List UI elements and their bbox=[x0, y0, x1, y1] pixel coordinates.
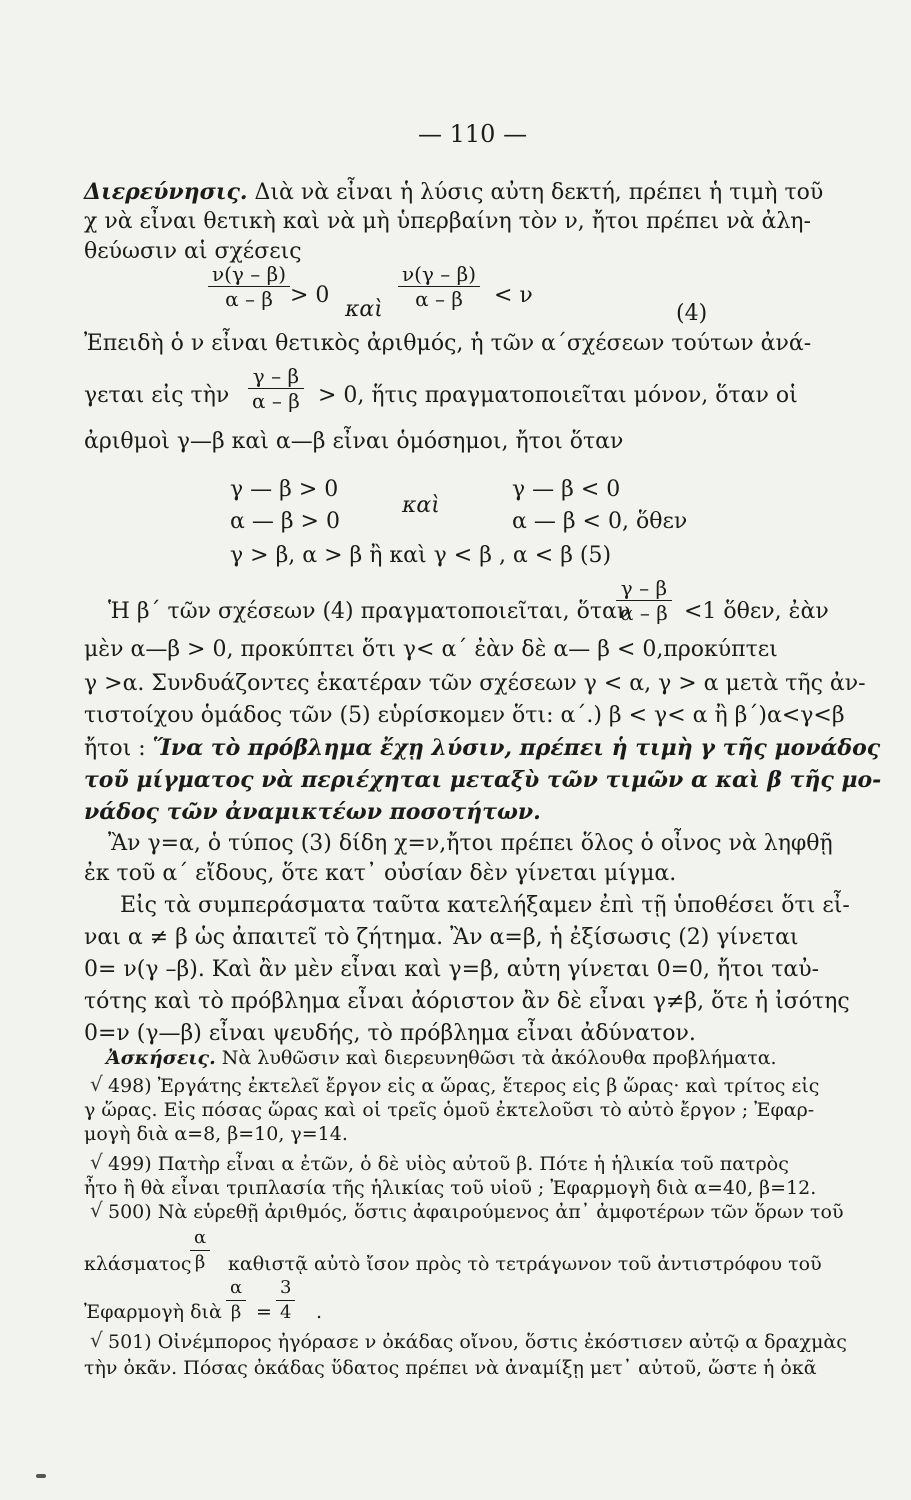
denominator: β bbox=[230, 1302, 242, 1323]
text-span: Ἐφαρμογὴ διὰ bbox=[84, 1301, 222, 1323]
text-span: > 0, ἥτις πραγματοποιεῖται μόνον, ὅταν οἱ bbox=[318, 383, 798, 408]
text-span: <1 ὅθεν, ἐὰν bbox=[684, 599, 829, 624]
problem-499-line-1: 499) Πατὴρ εἶναι α ἐτῶν, ὁ δὲ υἱὸς αὐτοῦ β. Πότε ἡ ἡλικία τοῦ πατρὸς bbox=[108, 1153, 789, 1175]
text-line-16: τοῦ μίγματος νὰ περιέχηται μεταξὺ τῶν τιμῶν α καὶ β τῆς μο- bbox=[84, 767, 882, 793]
problem-498-line-3: μογὴ διὰ α=8, β=10, γ=14. bbox=[84, 1123, 348, 1145]
math-text: α — β < 0, ὅθεν bbox=[512, 509, 688, 534]
print-speck bbox=[36, 1474, 46, 1478]
check-mark-icon: √ bbox=[90, 1150, 103, 1174]
section-heading: Διερεύνησις. bbox=[84, 179, 248, 205]
fraction bbox=[208, 262, 290, 311]
text-line-19: ἐκ τοῦ α΄ εἴδους, ὅτε κατ᾽ οὐσίαν δὲν γίνεται μίγμα. bbox=[84, 861, 677, 886]
text-line-7: ἀριθμοὶ γ—β καὶ α—β εἶναι ὁμόσημοι, ἤτοι ὅταν bbox=[84, 429, 624, 454]
text-line-22: 0= ν(γ –β). Καὶ ἂν μὲν εἶναι καὶ γ=β, αὐτη γίνεται 0=0, ἤτοι ταὐ- bbox=[84, 957, 820, 982]
text-span: ἤτοι : bbox=[84, 736, 146, 761]
text-span: καθιστᾷ αὐτὸ ἴσον πρὸς τὸ τετράγωνον τοῦ ἀντιστρόφου τοῦ bbox=[228, 1253, 822, 1275]
text-line-13: γ >α. Συνδυάζοντες ἑκατέραν τῶν σχέσεων γ < α, γ > α μετὰ τῆς ἀν- bbox=[84, 671, 866, 696]
numerator: α bbox=[226, 1276, 246, 1301]
text-line-5: Ἐπειδὴ ὁ ν εἶναι θετικὸς ἀριθμός, ἡ τῶν α΄σχέσεων τούτων ἀνά- bbox=[84, 331, 812, 356]
math-text: α — β > 0 bbox=[230, 509, 340, 534]
numerator: γ – β bbox=[248, 364, 304, 389]
text-line-2: χ νὰ εἶναι θετικὴ καὶ νὰ μὴ ὑπερβαίνη τὸν ν, ἤτοι πρέπει νὰ ἀλη- bbox=[84, 209, 811, 234]
numerator: ν(γ – β) bbox=[398, 262, 480, 287]
fraction bbox=[398, 262, 480, 311]
equation-label: (4) bbox=[676, 301, 708, 326]
denominator: α – β bbox=[415, 287, 463, 311]
denominator: β bbox=[194, 1252, 206, 1273]
math-text: καὶ bbox=[402, 493, 440, 518]
problem-499-line-2: ἦτο ἢ θὰ εἶναι τριπλασία τῆς ἡλικίας τοῦ υἱοῦ ; Ἐφαρμογὴ διὰ α=40, β=12. bbox=[84, 1177, 817, 1199]
denominator: α – β bbox=[620, 601, 668, 625]
text-line-15 bbox=[84, 734, 881, 763]
fraction bbox=[616, 576, 672, 625]
text-line-18: Ἂν γ=α, ὁ τύπος (3) δίδη χ=ν,ἤτοι πρέπει ὅλος ὁ οἶνος νὰ ληφθῇ bbox=[108, 831, 833, 856]
exercises-heading: Ἀσκήσεις. bbox=[106, 1047, 216, 1069]
text-line-14: τιστοίχου ὁμάδος τῶν (5) εὑρίσκομεν ὅτι: α΄.) β < γ< α ἢ β΄)α<γ<β bbox=[84, 703, 845, 728]
problem-498-line-1: 498) Ἐργάτης ἐκτελεῖ ἔργον εἰς α ὥρας, ἕτερος εἰς β ὥρας· καὶ τρίτος εἰς bbox=[108, 1075, 820, 1097]
math-text: = bbox=[256, 1301, 272, 1323]
denominator: α – β bbox=[252, 389, 300, 413]
text-line-17: νάδος τῶν ἀναμικτέων ποσοτήτων. bbox=[84, 799, 541, 825]
check-mark-icon: √ bbox=[90, 1328, 103, 1352]
text-span: Διὰ νὰ εἶναι ἡ λύσις αὐτη δεκτή, πρέπει ἡ τιμὴ τοῦ bbox=[254, 180, 824, 205]
math-text: γ > β, α > β ἢ καὶ γ < β , α < β (5) bbox=[230, 543, 612, 568]
math-text: καὶ bbox=[345, 297, 383, 322]
math-text: > 0 bbox=[290, 283, 330, 308]
text-span: Νὰ λυθῶσιν καὶ διερευνηθῶσι τὰ ἀκόλουθα προβλήματα. bbox=[221, 1047, 777, 1069]
numerator: γ – β bbox=[616, 576, 672, 601]
math-text: < ν bbox=[494, 283, 533, 308]
check-mark-icon: √ bbox=[90, 1198, 103, 1222]
text-line-3: θεύωσιν αἱ σχέσεις bbox=[84, 239, 302, 264]
text-span: γεται εἰς τὴν bbox=[84, 383, 230, 408]
text-line-21: ναι α ≠ β ὡς ἀπαιτεῖ τὸ ζήτημα. Ἂν α=β, ἡ ἐξίσωσις (2) γίνεται bbox=[84, 925, 799, 950]
text-span: Ἡ β΄ τῶν σχέσεων (4) πραγματοποιεῖται, ὅταν bbox=[108, 599, 631, 624]
text-line-24: 0=ν (γ—β) εἶναι ψευδής, τὸ πρόβλημα εἶναι ἀδύνατον. bbox=[84, 1021, 696, 1046]
numerator: α bbox=[190, 1226, 210, 1251]
fraction bbox=[276, 1276, 295, 1325]
problem-500-line-1: 500) Νὰ εὑρεθῇ ἀριθμός, ὅστις ἀφαιρούμενος ἀπ᾽ ἀμφοτέρων τῶν ὅρων τοῦ bbox=[108, 1201, 844, 1223]
text-line-1 bbox=[84, 178, 854, 207]
math-text: . bbox=[316, 1301, 323, 1323]
denominator: 4 bbox=[280, 1302, 292, 1323]
text-line-12: μὲν α—β > 0, προκύπτει ὅτι γ< α΄ ἐὰν δὲ α— β < 0,προκύπτει bbox=[84, 637, 778, 662]
fraction bbox=[226, 1276, 246, 1325]
text-line-23: τότης καὶ τὸ πρόβλημα εἶναι ἀόριστον ἂν δὲ εἶναι γ≠β, ὅτε ἡ ἰσότης bbox=[84, 989, 850, 1014]
text-span: κλάσματος bbox=[84, 1253, 192, 1275]
numerator: ν(γ – β) bbox=[208, 262, 290, 287]
numerator: 3 bbox=[276, 1276, 295, 1301]
text-line-20: Εἰς τὰ συμπεράσματα ταῦτα κατελήξαμεν ἐπὶ τῇ ὑποθέσει ὅτι εἶ- bbox=[120, 893, 850, 918]
denominator: α – β bbox=[225, 287, 273, 311]
exercises-header-line bbox=[106, 1046, 876, 1070]
problem-498-line-2: γ ὥρας. Εἰς πόσας ὥρας καὶ οἱ τρεῖς ὁμοῦ ἐκτελοῦσι τὸ αὐτὸ ἔργον ; Ἐφαρ- bbox=[84, 1099, 815, 1121]
fraction bbox=[190, 1226, 210, 1275]
math-text: γ — β < 0 bbox=[512, 477, 621, 502]
fraction bbox=[248, 364, 304, 413]
emphasis-text: Ἵνα τὸ πρόβλημα ἔχῃ λύσιν, πρέπει ἡ τιμὴ γ τῆς μονάδος bbox=[152, 735, 881, 761]
problem-501-line-1: 501) Οἰνέμπορος ἠγόρασε ν ὀκάδας οἴνου, ὅστις ἐκόστισεν αὐτῷ α δραχμὰς bbox=[108, 1331, 847, 1353]
page-number: — 110 — bbox=[418, 120, 528, 148]
math-text: γ — β > 0 bbox=[230, 477, 339, 502]
problem-501-line-2: τὴν ὀκᾶν. Πόσας ὀκάδας ὕδατος πρέπει νὰ ἀναμίξῃ μετ᾽ αὐτοῦ, ὥστε ἡ ὀκᾶ bbox=[84, 1357, 817, 1379]
check-mark-icon: √ bbox=[90, 1072, 103, 1096]
